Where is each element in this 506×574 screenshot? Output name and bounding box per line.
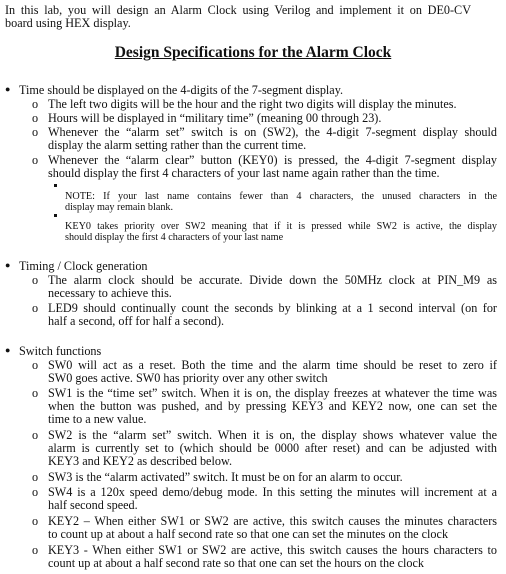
switch-sw2-b: alarm is currently set to (which should be 0000 after reset) and can be adjusted with xyxy=(48,441,497,455)
switch-sw4-b: half second speed. xyxy=(48,498,138,512)
switch-sw3: SW3 is the “alarm activated” switch. It must be on for an alarm to occur. xyxy=(48,470,403,484)
switch-sw4-a: SW4 is a 120x speed demo/debug mode. In this setting the minutes will increment at a xyxy=(48,485,497,499)
timing-item-1a: The alarm clock should be accurate. Divide down the 50MHz clock at PIN_M9 as xyxy=(48,273,497,287)
timing-item-2a: LED9 should continually count the seconds by blinking at a 1 second interval (on for xyxy=(48,301,497,315)
square-bullet-icon xyxy=(54,214,57,217)
bullet-icon: ● xyxy=(5,84,11,94)
sub-bullet-icon: o xyxy=(32,358,39,372)
square-bullet-icon xyxy=(54,184,57,187)
section-display-heading: Time should be displayed on the 4-digits of the 7-segment display. xyxy=(19,83,344,97)
timing-item-1b: necessary to achieve this. xyxy=(48,286,172,300)
switch-sw1-a: SW1 is the “time set” switch. When it is on, the display freezes at whatever the time was xyxy=(48,386,497,400)
bullet-icon: ● xyxy=(5,260,11,270)
display-item-3b: display the alarm setting rather than the current time. xyxy=(48,138,307,152)
sub-bullet-icon: o xyxy=(32,514,39,528)
display-item-3a: Whenever the “alarm set” switch is on (SW2), the 4-digit 7-segment display should xyxy=(48,125,497,139)
sub-bullet-icon: o xyxy=(32,273,39,287)
display-item-2: Hours will be displayed in “military time” (meaning 00 through 23). xyxy=(48,111,382,125)
section-switches-heading: Switch functions xyxy=(19,344,102,358)
sub-bullet-icon: o xyxy=(32,485,39,499)
bullet-icon: ● xyxy=(5,345,11,355)
sub-bullet-icon: o xyxy=(32,301,39,315)
sub-bullet-icon: o xyxy=(32,386,39,400)
switch-sw1-c: time to a new value. xyxy=(48,412,147,426)
display-item-4a: Whenever the “alarm clear” button (KEY0) is pressed, the 4-digit 7-segment display xyxy=(48,153,497,167)
key3-line-b: count up at about a half second rate so that one can set the hours on the clock xyxy=(48,556,424,570)
display-item-4b: should display the first 4 characters of your last name again rather than the time. xyxy=(48,166,440,180)
switch-sw2-a: SW2 is the “alarm set” switch. When it is on, the display shows whatever value the xyxy=(48,428,497,442)
note-1a: NOTE: If your last name contains fewer than 4 characters, the unused characters in the xyxy=(65,191,497,202)
note-2a: KEY0 takes priority over SW2 meaning that if it is pressed while SW2 is active, the display xyxy=(65,221,497,232)
sub-bullet-icon: o xyxy=(32,470,39,484)
key2-line-a: KEY2 – When either SW1 or SW2 are active, this switch causes the minutes characters xyxy=(48,514,497,528)
intro-line-2: board using HEX display. xyxy=(5,16,131,30)
sub-bullet-icon: o xyxy=(32,543,39,557)
switch-sw1-b: when the button was pushed, and by pressing KEY3 and KEY2 now, one can set the xyxy=(48,399,497,413)
page-title: Design Specifications for the Alarm Clock xyxy=(114,44,392,61)
switch-sw0-a: SW0 will act as a reset. Both the time and the alarm time should be reset to zero if xyxy=(48,358,497,372)
sub-bullet-icon: o xyxy=(32,97,39,111)
switch-sw2-c: KEY3 and KEY2 as described below. xyxy=(48,454,233,468)
sub-bullet-icon: o xyxy=(32,111,39,125)
sub-bullet-icon: o xyxy=(32,125,39,139)
timing-item-2b: half a second, off for half a second). xyxy=(48,314,225,328)
key2-line-b: to count up at about a half second rate so that one can set the minutes on the clock xyxy=(48,527,449,541)
note-1b: display may remain blank. xyxy=(65,202,174,213)
display-item-1: The left two digits will be the hour and the right two digits will display the minutes. xyxy=(48,97,457,111)
sub-bullet-icon: o xyxy=(32,153,39,167)
key3-line-a: KEY3 - When either SW1 or SW2 are active, this switch causes the hours characters to xyxy=(48,543,497,557)
section-timing-heading: Timing / Clock generation xyxy=(19,259,148,273)
sub-bullet-icon: o xyxy=(32,428,39,442)
intro-line-1: In this lab, you will design an Alarm Clock using Verilog and implement it on DE0-CV xyxy=(5,3,471,17)
note-2b: should display the first 4 characters of your last name xyxy=(65,232,284,243)
switch-sw0-b: SW0 goes active. SW0 has priority over any other switch xyxy=(48,371,328,385)
